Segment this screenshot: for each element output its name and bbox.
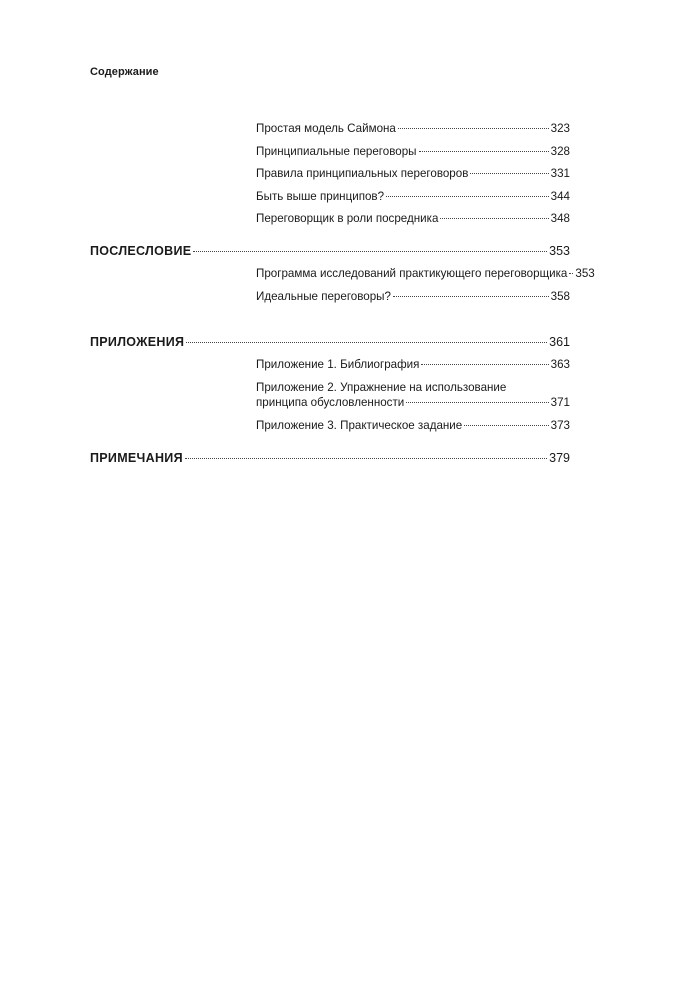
toc-entry[interactable] xyxy=(256,357,570,372)
toc-section-title: ПРИМЕЧАНИЯ xyxy=(90,451,183,465)
dot-leader xyxy=(386,196,549,197)
toc-entry-page: 358 xyxy=(550,290,570,303)
toc-entry[interactable] xyxy=(256,189,570,204)
toc-entry-title-continued: принципа обусловленности xyxy=(256,396,405,409)
toc-entry-page: 363 xyxy=(550,358,570,371)
toc-entry-page: 323 xyxy=(550,122,570,135)
dot-leader xyxy=(186,342,547,343)
toc-entry[interactable] xyxy=(256,166,570,181)
toc-entry-title: Приложение 1. Библиография xyxy=(256,358,420,371)
toc-section[interactable] xyxy=(90,335,570,350)
dot-leader xyxy=(406,402,548,403)
toc-entry-page: 353 xyxy=(575,267,595,280)
toc-entry-title: Простая модель Саймона xyxy=(256,122,396,135)
toc-entry-page: 328 xyxy=(550,145,570,158)
toc-entry-page: 373 xyxy=(550,419,570,432)
toc-entry-title: Переговорщик в роли посредника xyxy=(256,212,439,225)
toc-entry[interactable] xyxy=(256,121,570,136)
toc-entry-page: 331 xyxy=(550,167,570,180)
dot-leader xyxy=(419,151,549,152)
dot-leader xyxy=(193,251,547,252)
toc-section[interactable] xyxy=(90,451,570,466)
dot-leader xyxy=(398,128,549,129)
dot-leader xyxy=(569,273,573,274)
dot-leader xyxy=(393,296,549,297)
toc-entry[interactable] xyxy=(256,211,570,226)
toc-entry-title: Идеальные переговоры? xyxy=(256,290,391,303)
dot-leader xyxy=(440,218,548,219)
toc-section-title: ПРИЛОЖЕНИЯ xyxy=(90,335,185,349)
page-header: Содержание xyxy=(90,66,159,78)
dot-leader xyxy=(470,173,548,174)
toc-entry-title: Правила принципиальных переговоров xyxy=(256,167,469,180)
toc-entry-title: Быть выше принципов? xyxy=(256,190,385,203)
toc-entry-line2 xyxy=(256,395,570,410)
toc-section-title: ПОСЛЕСЛОВИЕ xyxy=(90,244,192,258)
toc-entry[interactable] xyxy=(256,380,570,410)
toc-section-page: 361 xyxy=(549,335,570,349)
toc-entry-title: Программа исследований практикующего переговорщика xyxy=(256,267,568,280)
dot-leader xyxy=(421,364,548,365)
toc-entry-page: 348 xyxy=(550,212,570,225)
toc-entry-page: 371 xyxy=(550,396,570,409)
dot-leader xyxy=(185,458,547,459)
dot-leader xyxy=(464,425,548,426)
toc-entry-title: Приложение 3. Практическое задание xyxy=(256,419,463,432)
toc-entry-title: Приложение 2. Упражнение на использование xyxy=(256,381,507,394)
toc-section-page: 379 xyxy=(549,451,570,465)
toc-entry[interactable] xyxy=(256,289,570,304)
toc-entry[interactable] xyxy=(256,266,595,281)
toc-entry-page: 344 xyxy=(550,190,570,203)
toc-entry[interactable] xyxy=(256,144,570,159)
toc-entry[interactable] xyxy=(256,418,570,433)
toc-section-page: 353 xyxy=(549,244,570,258)
toc-entry-title: Принципиальные переговоры xyxy=(256,145,417,158)
toc-section[interactable] xyxy=(90,244,570,259)
